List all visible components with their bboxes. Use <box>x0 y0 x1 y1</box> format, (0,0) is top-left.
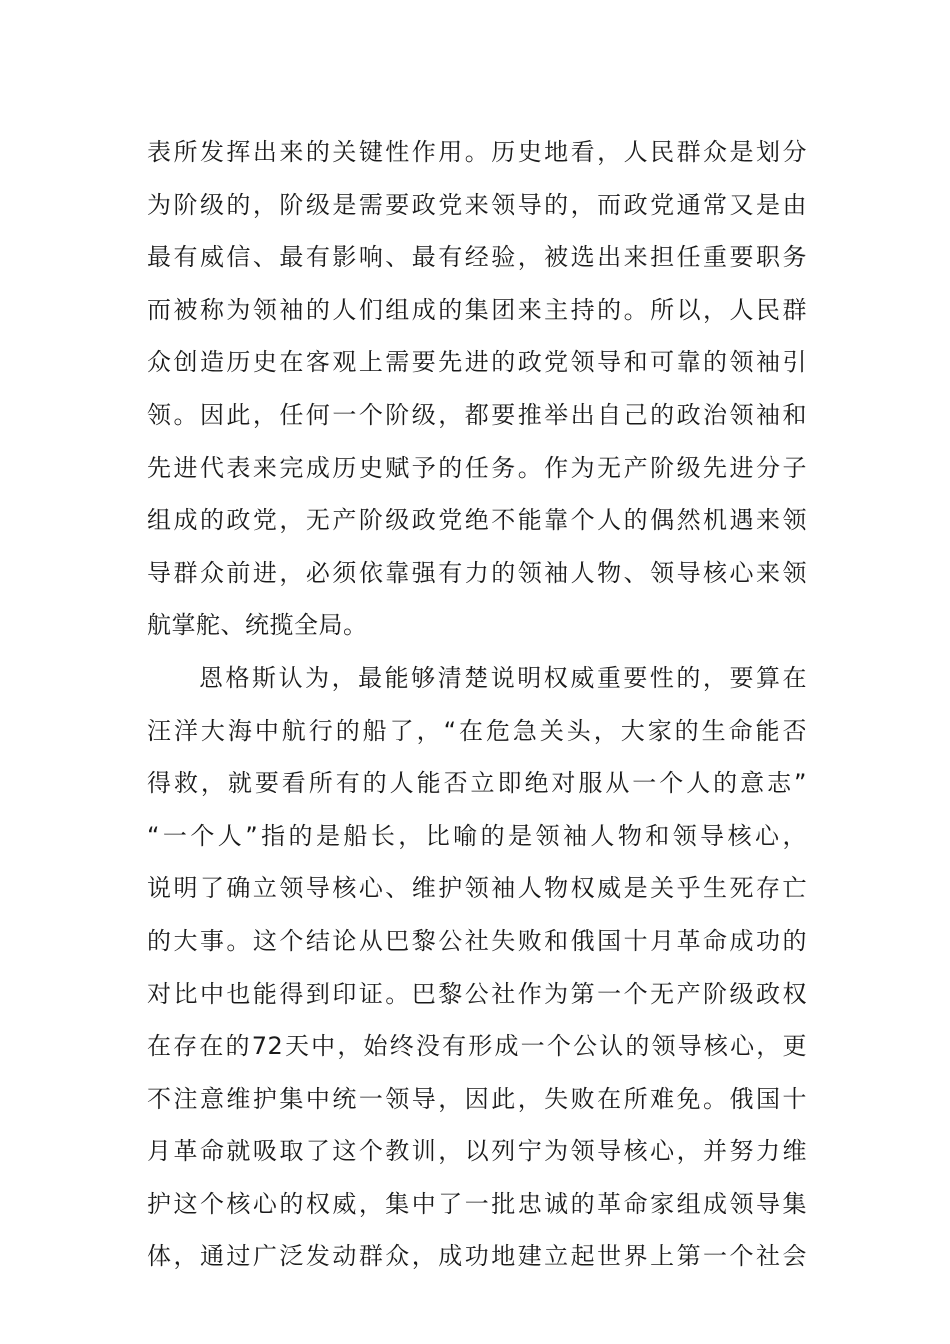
text-line: 领。因此，任何一个阶级，都要推举出自己的政治领袖和 <box>147 400 807 429</box>
text-line: 而被称为领袖的人们组成的集团来主持的。所以，人民群 <box>147 295 807 324</box>
text-line: 表所发挥出来的关键性作用。历史地看，人民群众是划分 <box>147 138 807 166</box>
text-line: 汪洋大海中航行的船了，“在危急关头，大家的生命能否 <box>147 716 807 745</box>
text-line: 对比中也能得到印证。巴黎公社作为第一个无产阶级政权 <box>147 979 807 1008</box>
text-line: 体，通过广泛发动群众，成功地建立起世界上第一个社会 <box>147 1242 807 1271</box>
text-line: 恩格斯认为，最能够清楚说明权威重要性的，要算在 <box>199 663 807 692</box>
text-line: 在存在的72天中，始终没有形成一个公认的领导核心，更 <box>147 1032 807 1061</box>
paragraph-2 <box>147 652 807 1283</box>
text-line: 不注意维护集中统一领导，因此，失败在所难免。俄国十 <box>147 1084 807 1113</box>
text-line: 的大事。这个结论从巴黎公社失败和俄国十月革命成功的 <box>147 926 807 955</box>
text-line: 月革命就吸取了这个教训，以列宁为领导核心，并努力维 <box>147 1137 807 1166</box>
text-line: “一个人”指的是船长，比喻的是领袖人物和领导核心， <box>147 821 807 850</box>
text-line: 众创造历史在客观上需要先进的政党领导和可靠的领袖引 <box>147 348 807 377</box>
text-line: 护这个核心的权威，集中了一批忠诚的革命家组成领导集 <box>147 1189 807 1218</box>
document-body <box>147 126 807 1283</box>
text-line: 说明了确立领导核心、维护领袖人物权威是关乎生死存亡 <box>147 874 807 903</box>
text-line: 组成的政党，无产阶级政党绝不能靠个人的偶然机遇来领 <box>147 506 807 535</box>
text-line: 得救，就要看所有的人能否立即绝对服从一个人的意志” <box>147 769 807 798</box>
text-line: 航掌舵、统揽全局。 <box>147 611 368 640</box>
text-line: 导群众前进，必须依靠强有力的领袖人物、领导核心来领 <box>147 558 807 587</box>
paragraph-1 <box>147 126 807 652</box>
text-line: 先进代表来完成历史赋予的任务。作为无产阶级先进分子 <box>147 453 807 482</box>
text-line: 最有威信、最有影响、最有经验，被选出来担任重要职务 <box>147 243 807 272</box>
text-line: 为阶级的，阶级是需要政党来领导的，而政党通常又是由 <box>147 190 807 219</box>
